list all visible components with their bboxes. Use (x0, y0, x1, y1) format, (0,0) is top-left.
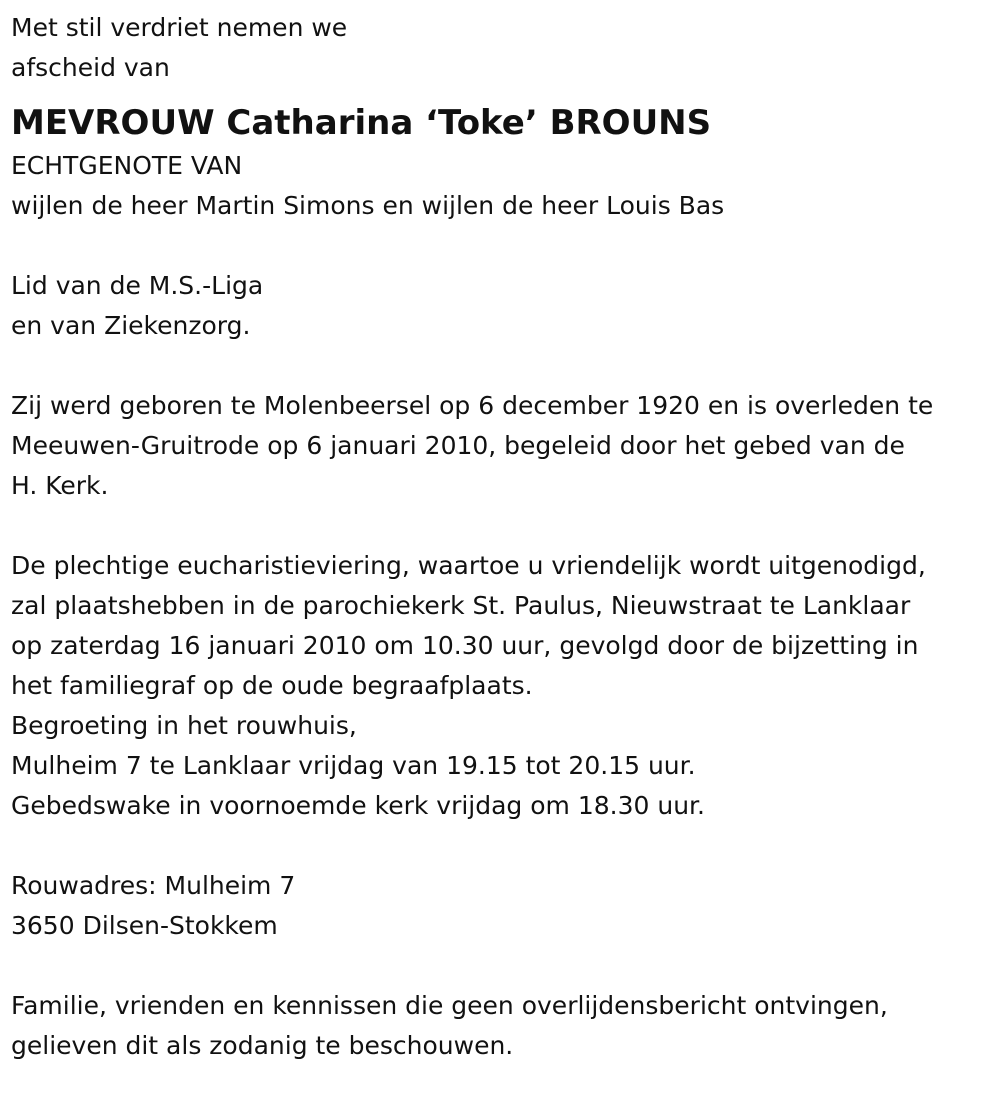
spacer (11, 346, 1000, 386)
membership-line-1: Lid van de M.S.-Liga (11, 271, 264, 300)
intro-line-1: Met stil verdriet nemen we (11, 13, 348, 42)
closing-section (11, 986, 1000, 1066)
ceremony-section (11, 546, 1000, 826)
address-section (11, 866, 1000, 946)
ceremony-line-2: zal plaatshebben in de parochiekerk St. Paulus, Nieuwstraat te Lanklaar (11, 591, 911, 620)
life-line-2: Meeuwen-Gruitrode op 6 januari 2010, begeleid door het gebed van de (11, 431, 905, 460)
intro-line-2: afscheid van (11, 53, 170, 82)
closing-line-2: gelieven dit als zodanig te beschouwen. (11, 1031, 514, 1060)
intro-section (11, 8, 1000, 88)
ceremony-line-4: het familiegraf op de oude begraafplaats. (11, 671, 533, 700)
deceased-section (11, 100, 1000, 226)
address-line-2: 3650 Dilsen-Stokkem (11, 911, 278, 940)
ceremony-line-6: Mulheim 7 te Lanklaar vrijdag van 19.15 tot 20.15 uur. (11, 751, 696, 780)
life-line-1: Zij werd geboren te Molenbeersel op 6 december 1920 en is overleden te (11, 391, 934, 420)
membership-line-2: en van Ziekenzorg. (11, 311, 251, 340)
closing-line-1: Familie, vrienden en kennissen die geen overlijdensbericht ontvingen, (11, 991, 888, 1020)
ceremony-line-5: Begroeting in het rouwhuis, (11, 711, 357, 740)
life-line-3: H. Kerk. (11, 471, 109, 500)
spacer (11, 506, 1000, 546)
ceremony-line-1: De plechtige eucharistieviering, waartoe u vriendelijk wordt uitgenodigd, (11, 551, 926, 580)
ceremony-line-7: Gebedswake in voornoemde kerk vrijdag om 18.30 uur. (11, 791, 705, 820)
spouses-line: wijlen de heer Martin Simons en wijlen de heer Louis Bas (11, 191, 725, 220)
deceased-name: MEVROUW Catharina ‘Toke’ BROUNS (11, 103, 712, 143)
address-line-1: Rouwadres: Mulheim 7 (11, 871, 296, 900)
ceremony-line-3: op zaterdag 16 januari 2010 om 10.30 uur, gevolgd door de bijzetting in (11, 631, 919, 660)
spacer (11, 946, 1000, 986)
spacer (11, 226, 1000, 266)
relation-heading: ECHTGENOTE VAN (11, 151, 243, 180)
memberships-section (11, 266, 1000, 346)
spacer (11, 826, 1000, 866)
life-section (11, 386, 1000, 506)
